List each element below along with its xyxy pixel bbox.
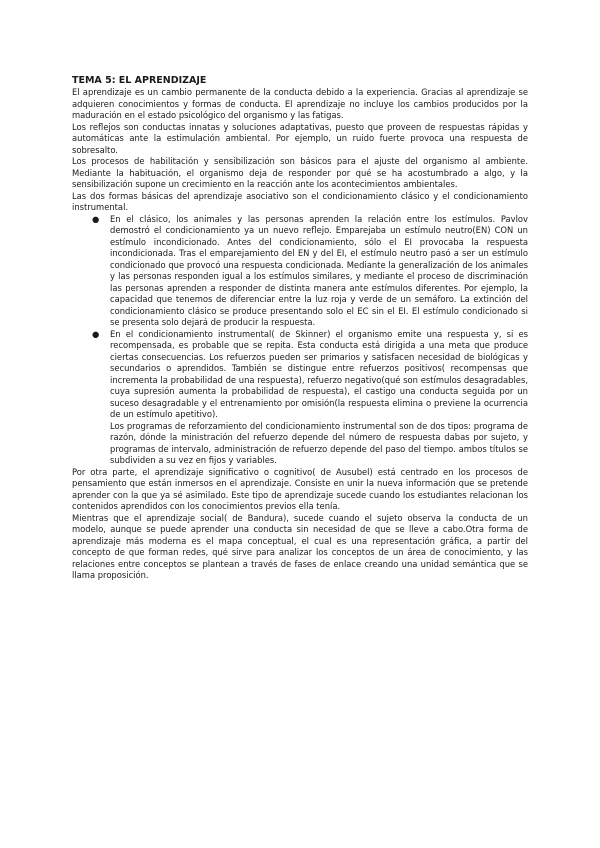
list-item-instrumental	[92, 328, 528, 467]
intro-paragraph-habituation: Los procesos de habilitación y sensibilización son básicos para el ajuste del organismo al ambiente. Mediante la habituación, el organismo deja de responder por qué se ha acostumbrado a algo, y la sensibilización supone un crecimiento en la reacción ante los acontecimientos ambientales.	[72, 156, 528, 189]
intro-paragraph-definition: El aprendizaje es un cambio permanente de la conducta debido a la experiencia. Gracias al aprendizaje se adquieren conocimientos y formas de conducta. El aprendizaje no incluye los cambios producidos por la maduración en el estado psicológico del organismo y las fatigas.	[72, 87, 528, 120]
page-title: TEMA 5: EL APRENDIZAJE	[72, 75, 207, 86]
bullet-icon: ●	[92, 213, 100, 224]
list-item-text: En el clásico, los animales y las personas aprenden la relación entre los estímulos. Pavlov demostró el condicionamiento ya un nuevo reflejo. Emparejaba un estímulo neutro(EN) CON un estímulo incondicionado. Antes del condicionamiento, sólo el EI provocaba la respuesta incondicionada. Tras el emparejamiento del EN y del EI, el estímulo neutro pasó a ser un estímulo condicionado que provocó una respuesta condicionada. Mediante la generalización de los animales y las personas responden igual a los estímulos similares, y mediante el proceso de discriminación las personas aprenden a responder de distinta manera ante estímulos diferentes. Por ejemplo, la capacidad que tenemos de diferenciar entre la luz roja y verde de un semáforo. La extinción del condicionamiento clásico se produce presentando solo el EC sin el EI. El estímulo condicionado si se presenta solo dejará de producir la respuesta.	[110, 213, 528, 327]
bullet-icon: ●	[92, 328, 100, 339]
intro-paragraph-reflexes: Los reflejos son conductas innatas y soluciones adaptativas, puesto que proveen de respuestas rápidas y automáticas ante la estimulación ambiental. Por ejemplo, un ruido fuerte provoca una respuesta de sobresalto.	[72, 121, 528, 155]
list-item-classical	[92, 213, 528, 329]
list-item-extra-text: Los programas de reforzamiento del condicionamiento instrumental son de dos tipos: programa de razón, dónde la ministración del refuerzo depende del número de respuesta dabas por sujeto, y programas de intervalo, administración de refuerzo depende del paso del tiempo. ambos títulos se subdividen a su vez en fijos y variables.	[110, 420, 528, 465]
list-item-text: En el condicionamiento instrumental( de Skinner) el organismo emite una respuesta y, si es recompensada, es probable que se repita. Esta conducta está dirigida a una meta que produce ciertas consecuencias. Los refuerzos pueden ser primarios y satisfacen necesidad de biológicas y secundarios o aprendidos. También se distingue entre refuerzos positivos( recompensas que incrementa la probabilidad de una respuesta), refuerzo negativo(qué son estímulos desagradables, cuya supresión aumenta la probabilidad de respuesta), el castigo una conducta seguida por un suceso desagradable y el entrenamiento por omisión(la respuesta elimina o previene la ocurrencia de un estímulo apetitivo).	[110, 328, 528, 419]
outro-paragraph-social: Mientras que el aprendizaje social( de Bandura), sucede cuando el sujeto observa la conducta de un modelo, aunque se puede aprender una conducta sin necesidad de que se lleve a cabo.Otra forma de aprendizaje más moderna es el mapa conceptual, el cual es una representación gráfica, a partir del concepto de que forman redes, qué sirve para analizar los conceptos de un área de conocimiento, y las relaciones entre conceptos se plantean a través de fases de enlace creando una unidad semántica que se llama proposición.	[72, 512, 528, 580]
intro-paragraph-associative: Las dos formas básicas del aprendizaje asociativo son el condicionamiento clásico y el condicionamiento instrumental.	[72, 190, 528, 212]
outro-paragraph-significant: Por otra parte, el aprendizaje significativo o cognitivo( de Ausubel) está centrado en los procesos de pensamiento que están inmersos en el aprendizaje. Consiste en unir la nueva información que se pretende aprender con la que ya sé asimilado. Este tipo de aprendizaje sucede cuando los estudiantes relacionan los contenidos aprendidos con los conocimientos previos ella tenía.	[72, 466, 528, 511]
conditioning-list	[72, 214, 528, 467]
